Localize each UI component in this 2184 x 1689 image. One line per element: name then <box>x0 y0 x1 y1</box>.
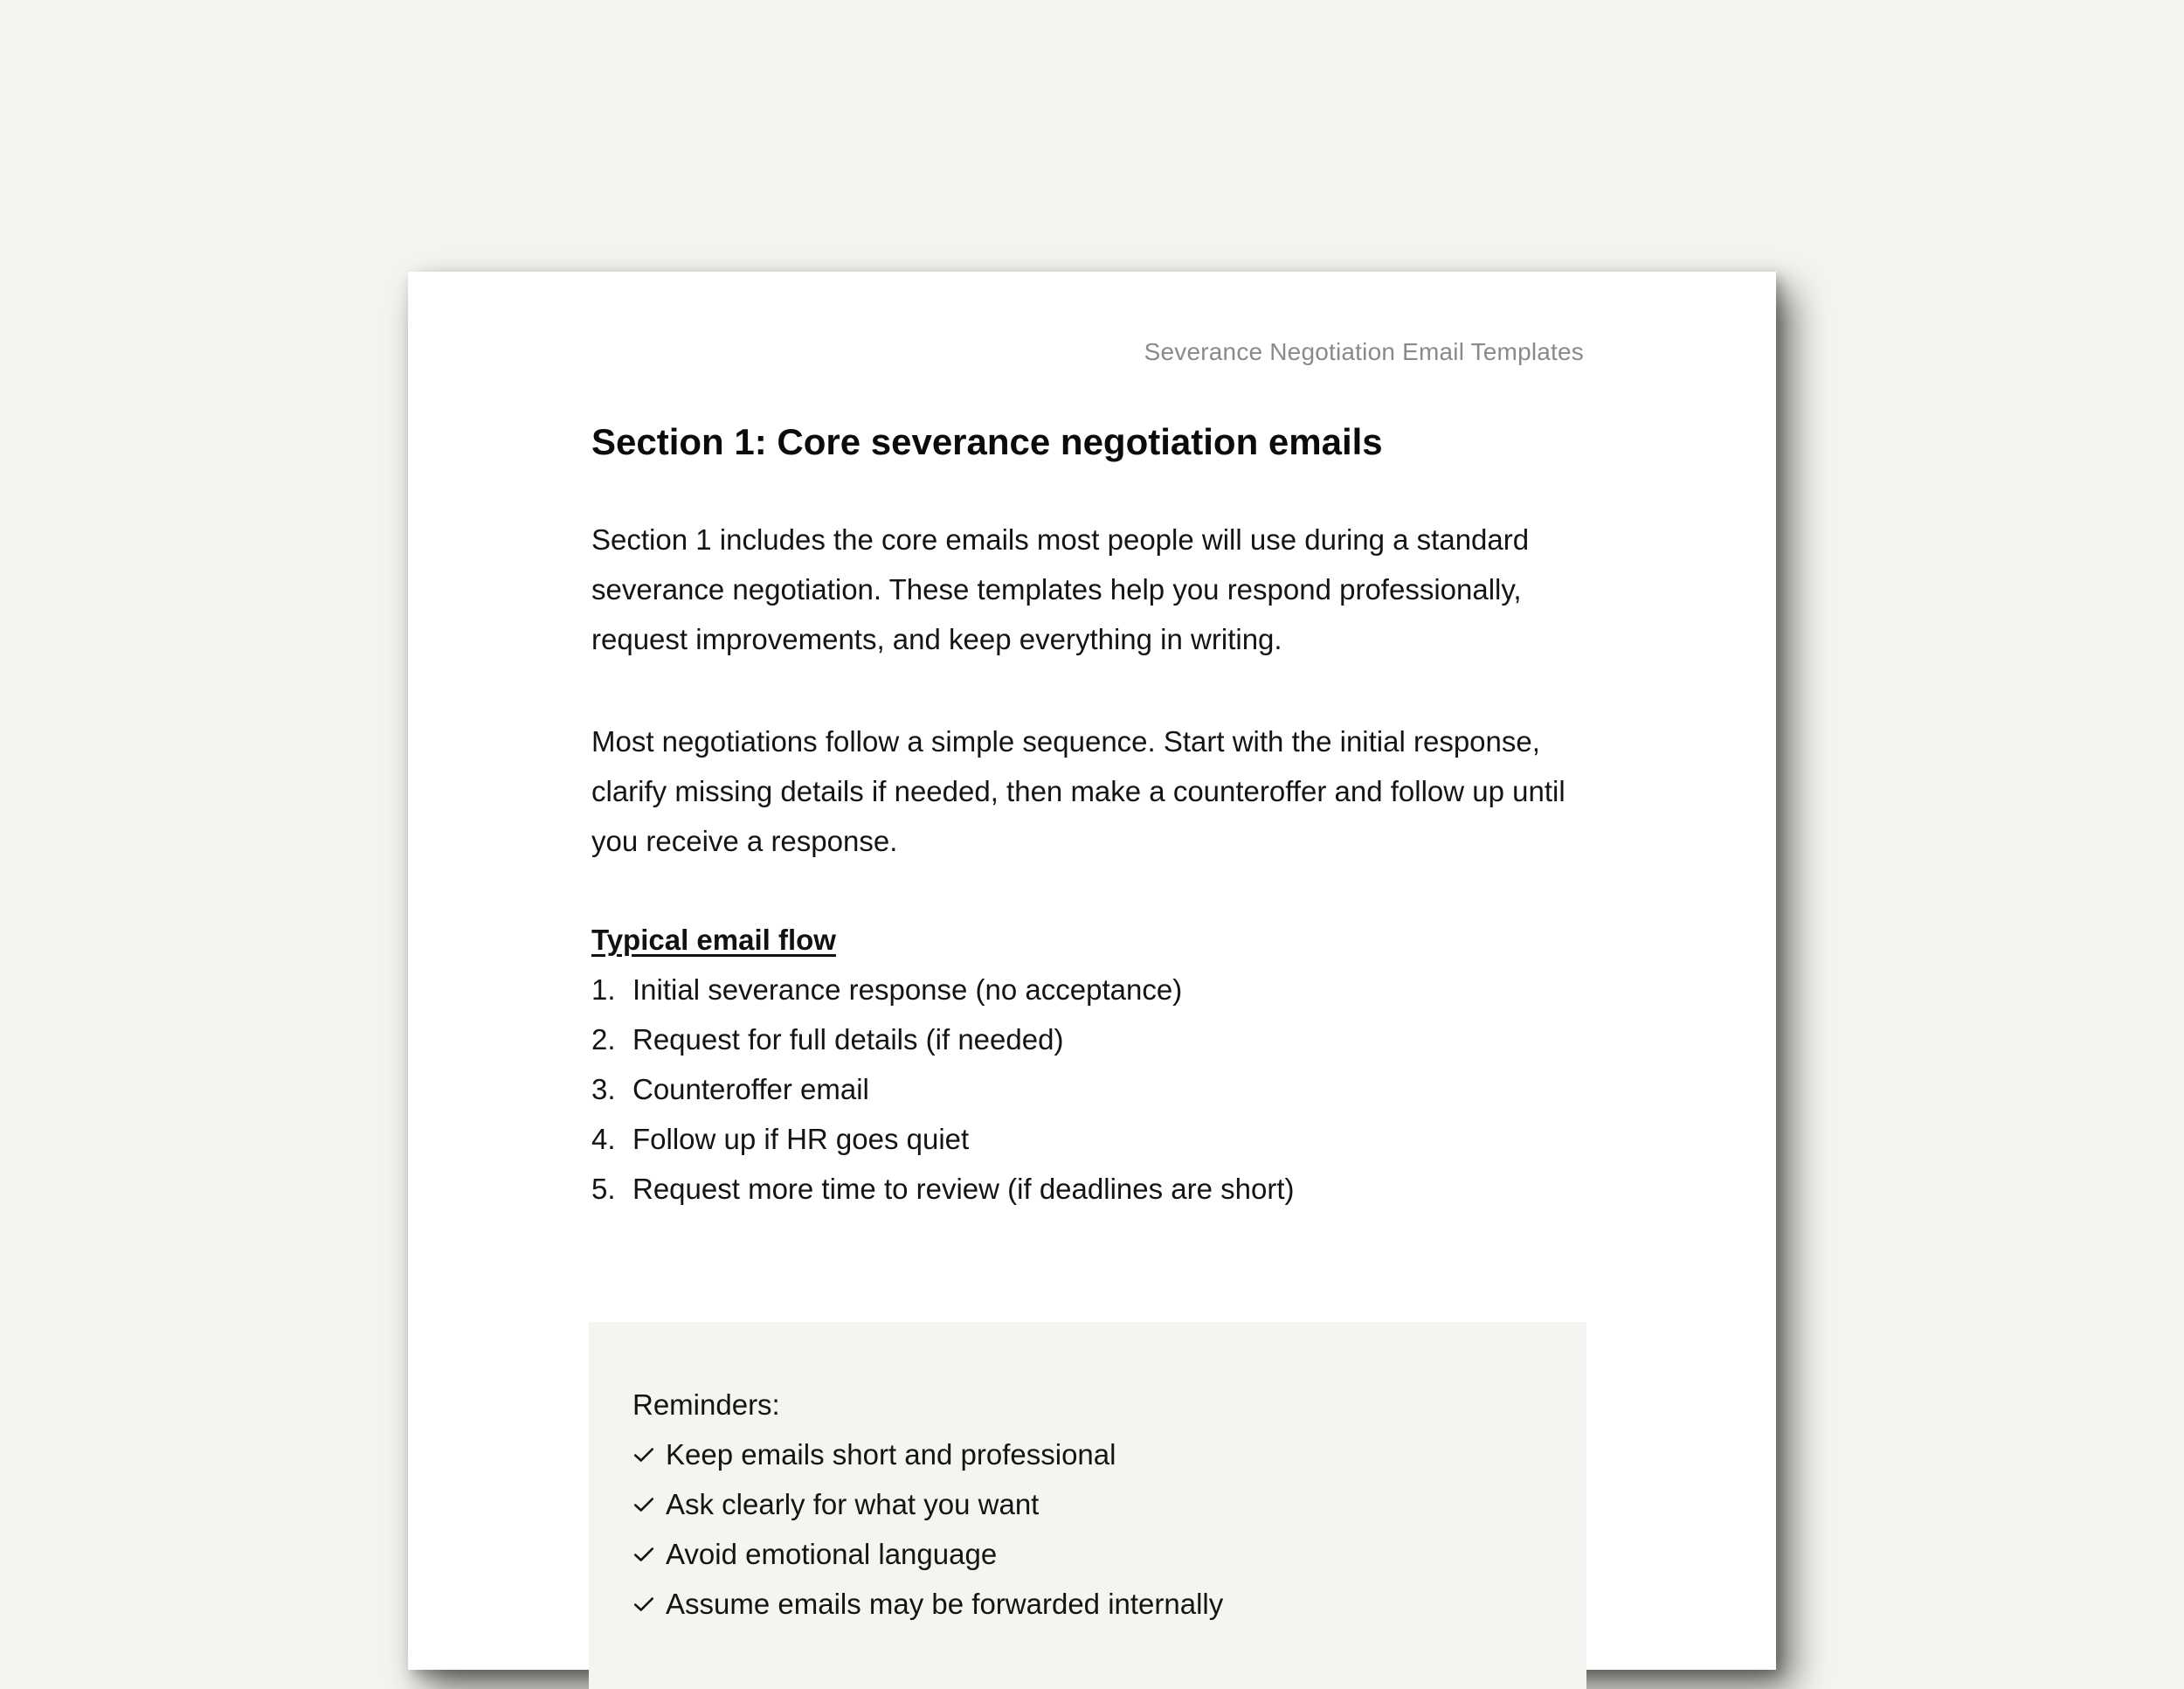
reminder-text: Avoid emotional language <box>666 1538 998 1570</box>
intro-paragraph: Section 1 includes the core emails most people will use during a standard severance negotiation. These templates help you respond professionally, request improvements, and keep everything in writing. <box>591 523 1530 656</box>
list-number: 5. <box>591 1173 616 1206</box>
section-content <box>591 420 1596 1214</box>
list-item <box>591 1064 1596 1114</box>
reminders-list <box>632 1429 1223 1629</box>
sequence-paragraph: Most negotiations follow a simple sequence. Start with the initial response, clarify missing details if needed, then make a counteroffer and follow up until you receive a response. <box>591 725 1565 858</box>
running-header: Severance Negotiation Email Templates <box>1144 338 1584 365</box>
list-item-text: Follow up if HR goes quiet <box>632 1123 970 1156</box>
list-item-text: Initial severance response (no acceptance) <box>632 973 1183 1007</box>
reminder-text: Ask clearly for what you want <box>666 1488 1040 1520</box>
list-number: 3. <box>591 1073 616 1106</box>
list-item-text: Request more time to review (if deadlines are short) <box>632 1173 1295 1206</box>
list-number: 4. <box>591 1123 616 1156</box>
reminders-box <box>589 1322 1586 1689</box>
list-item <box>632 1529 1223 1579</box>
checkmark-icon <box>632 1493 655 1516</box>
list-item <box>632 1579 1223 1629</box>
reminder-text: Keep emails short and professional <box>666 1438 1116 1471</box>
list-item <box>591 1014 1596 1064</box>
reminder-text: Assume emails may be forwarded internally <box>666 1588 1224 1620</box>
flow-heading: Typical email flow <box>591 924 836 957</box>
reminders-title: Reminders: <box>632 1388 780 1421</box>
list-number: 1. <box>591 973 616 1007</box>
list-item <box>632 1429 1223 1479</box>
list-number: 2. <box>591 1023 616 1056</box>
list-item <box>591 1164 1596 1214</box>
list-item-text: Counteroffer email <box>632 1073 869 1106</box>
list-item <box>591 1114 1596 1164</box>
document-page <box>408 272 1776 1670</box>
reminders-content <box>632 1380 1223 1629</box>
email-flow-list <box>591 965 1596 1214</box>
checkmark-icon <box>632 1443 655 1466</box>
section-title: Section 1: Core severance negotiation emails <box>591 421 1383 462</box>
checkmark-icon <box>632 1593 655 1616</box>
list-item <box>591 965 1596 1014</box>
list-item-text: Request for full details (if needed) <box>632 1023 1064 1056</box>
checkmark-icon <box>632 1543 655 1566</box>
list-item <box>632 1479 1223 1529</box>
